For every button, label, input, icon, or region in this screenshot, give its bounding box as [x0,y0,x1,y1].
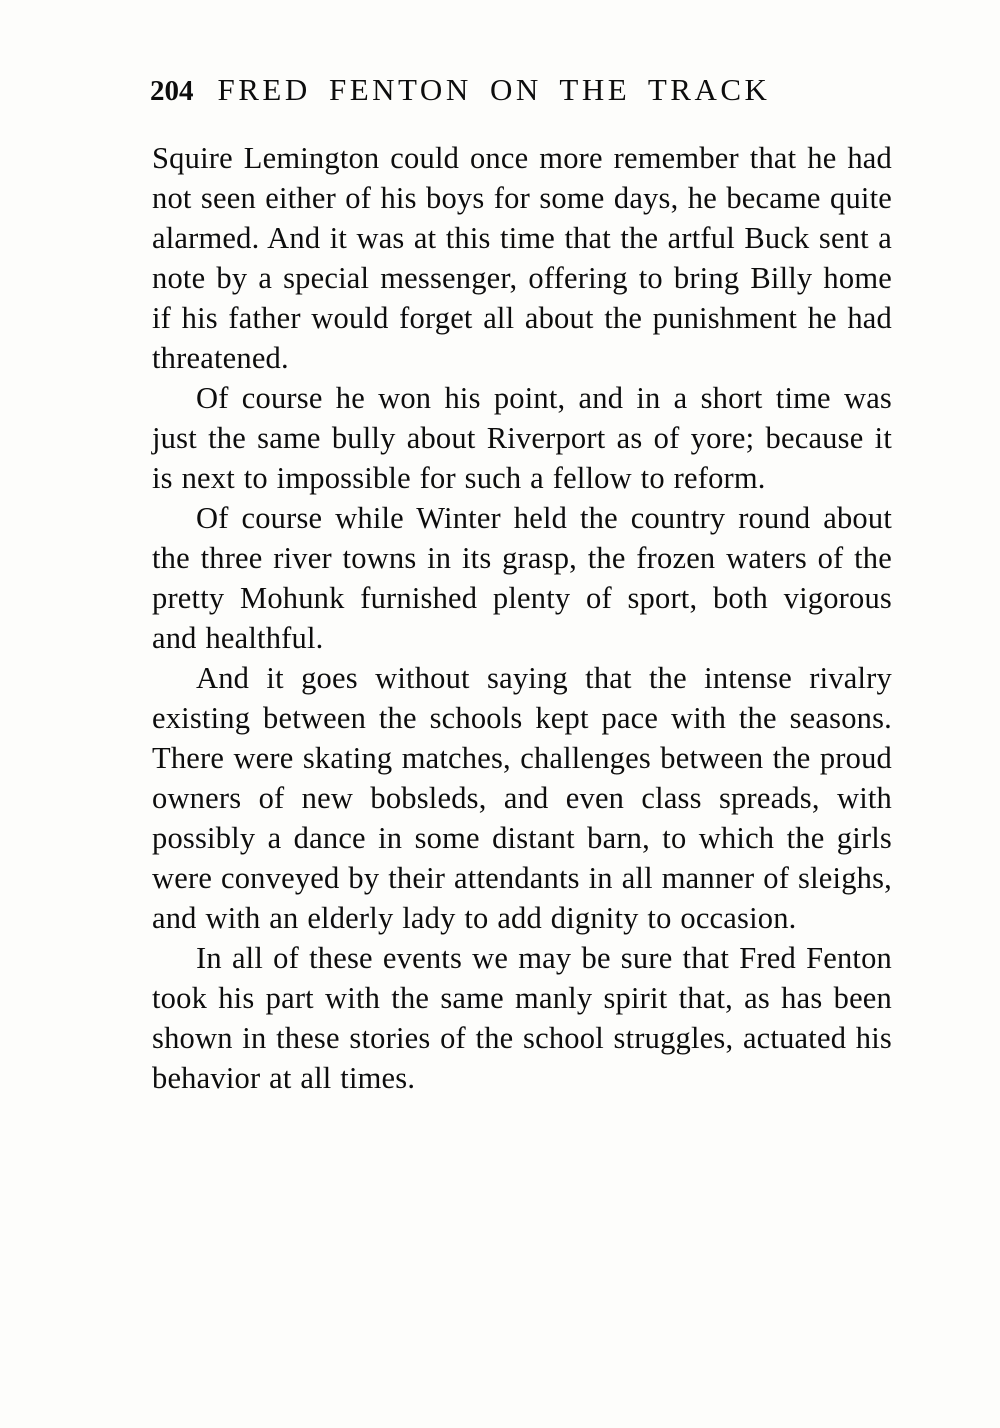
page-number: 204 [150,75,194,107]
paragraph: In all of these events we may be sure that Fred Fenton took his part with the same manly spirit that, as has been shown in these stories of the school struggles, actuated his behavior at all times. [152,941,892,1095]
paragraph: Of course while Winter held the country round about the three river towns in its grasp, the frozen waters of the pretty Mohunk furnished plenty of sport, both vigorous and healthful. [152,501,892,655]
paragraph: Squire Lemington could once more remember that he had not seen either of his boys for some days, he became quite alarmed. And it was at this time that the artful Buck sent a note by a special messenger, offering to bring Billy home if his father would forget all about the punishment he had threatened. [152,141,892,375]
paragraph: And it goes without saying that the intense rivalry existing between the schools kept pace with the seasons. There were skating matches, challenges between the proud owners of new bobsleds, and even class spreads, with possibly a dance in some distant barn, to which the girls were conveyed by their attendants in all manner of sleighs, and with an elderly lady to add dignity to occasion. [152,661,892,935]
paragraph: Of course he won his point, and in a short time was just the same bully about Riverport as of yore; because it is next to impossible for such a fellow to reform. [152,381,892,495]
page-body [152,138,892,1098]
page-header [150,72,890,108]
running-head: FRED FENTON ON THE TRACK [217,72,771,107]
